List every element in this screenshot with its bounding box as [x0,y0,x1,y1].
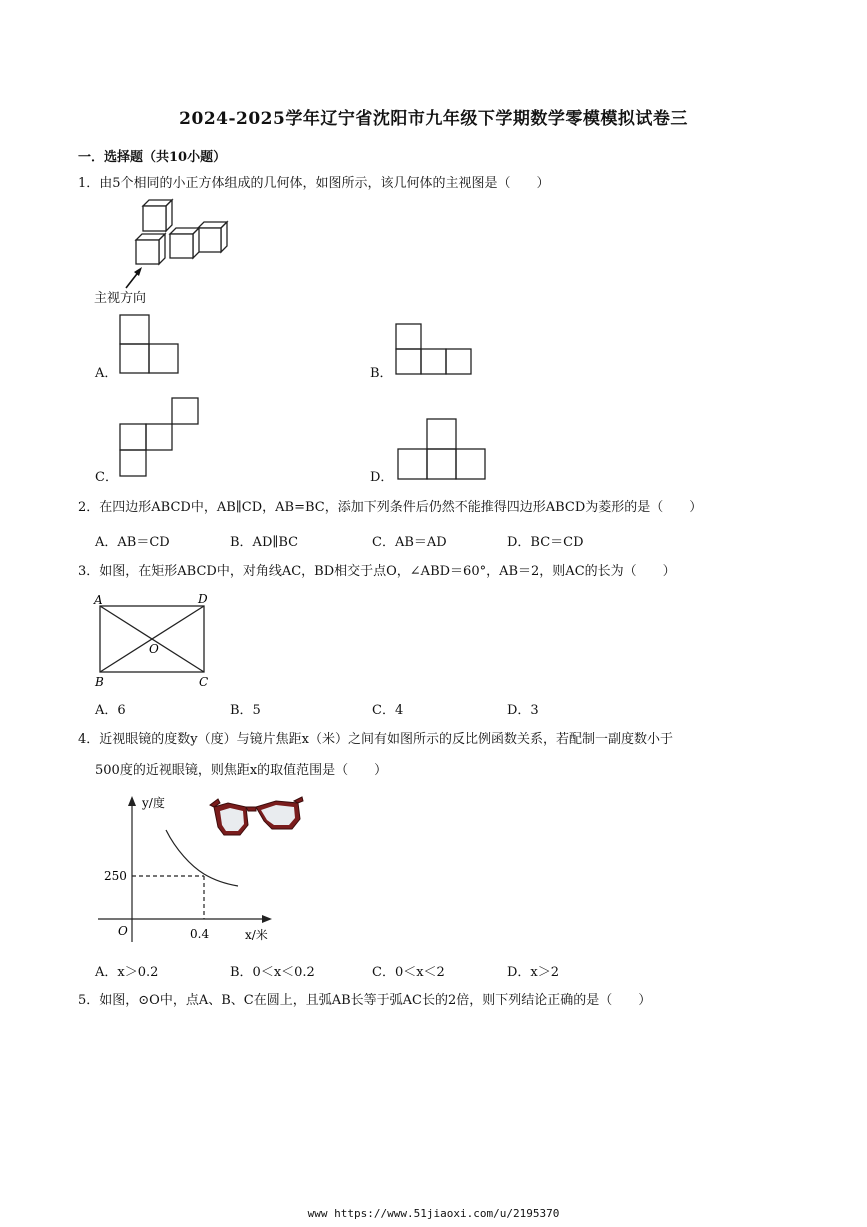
q2-option-d[interactable]: D．BC＝CD [507,535,584,550]
q2-option-c[interactable]: C．AB＝AD [372,535,447,550]
q3-point-a: A [94,593,103,607]
q4-y-arrow-icon [128,796,136,806]
q4-origin-label: O [118,924,128,938]
q4-option-c[interactable]: C．0＜x＜2 [372,965,445,980]
q1-option-d-label[interactable]: D． [370,470,394,485]
question-1-stem: 1．由5个相同的小正方体组成的几何体，如图所示，该几何体的主视图是（ ） [78,176,550,191]
q3-point-d: D [198,592,208,606]
q3-point-o: O [149,642,159,656]
q4-x-axis-label: x/米 [245,928,268,942]
q3-point-c: C [199,675,209,689]
q4-y-tick-label: 250 [104,869,127,883]
question-2-stem: 2．在四边形ABCD中，AB∥CD，AB=BC，添加下列条件后仍然不能推得四边形ABCD为菱形的是（ ） [78,500,703,515]
q1-option-a-figure[interactable] [118,313,180,375]
footer-url[interactable]: www https://www.51jiaoxi.com/u/2195370 [307,1207,560,1220]
q1-option-c-label[interactable]: C． [95,470,118,485]
q3-rectangle-figure [92,590,217,690]
q1-direction-label: 主视方向 [94,291,147,306]
page-title: 2024-2025学年辽宁省沈阳市九年级下学期数学零模模拟试卷三 [179,109,688,129]
question-3-stem: 3．如图，在矩形ABCD中，对角线AC，BD相交于点O，∠ABD＝60°，AB＝2，则AC的长为（ ） [78,564,676,579]
q4-x-tick-label: 0.4 [190,927,210,941]
q2-option-b[interactable]: B．AD∥BC [230,535,299,550]
section-heading: 一．选择题（共10小题） [78,150,227,165]
question-4-stem-line1: 4．近视眼镜的度数y（度）与镜片焦距x（米）之间有如图所示的反比例函数关系，若配制一副度数小于 [78,732,673,747]
q3-option-b[interactable]: B．5 [230,703,261,718]
q1-option-d-figure[interactable] [396,417,488,481]
q4-option-b[interactable]: B．0＜x＜0.2 [230,965,315,980]
q1-option-b-figure[interactable] [394,322,476,376]
glasses-icon [206,793,306,843]
q1-option-a-label[interactable]: A． [95,366,118,381]
q3-option-c[interactable]: C．4 [372,703,404,718]
q2-option-a[interactable]: A．AB＝CD [95,535,170,550]
q4-y-axis-label: y/度 [142,796,165,810]
q1-option-c-figure[interactable] [118,396,202,478]
q3-option-a[interactable]: A．6 [95,703,126,718]
q3-point-b: B [95,675,104,689]
question-5-stem: 5．如图，⊙O中，点A、B、C在圆上，且弧AB长等于弧AC长的2倍，则下列结论正确的是（ ） [78,993,652,1008]
q1-option-b-label[interactable]: B． [370,366,393,381]
q4-x-arrow-icon [262,915,272,923]
q4-option-a[interactable]: A．x＞0.2 [95,965,159,980]
question-4-stem-line2: 500度的近视眼镜，则焦距x的取值范围是（ ） [95,763,388,778]
q4-option-d[interactable]: D．x＞2 [507,965,560,980]
q3-option-d[interactable]: D．3 [507,703,539,718]
